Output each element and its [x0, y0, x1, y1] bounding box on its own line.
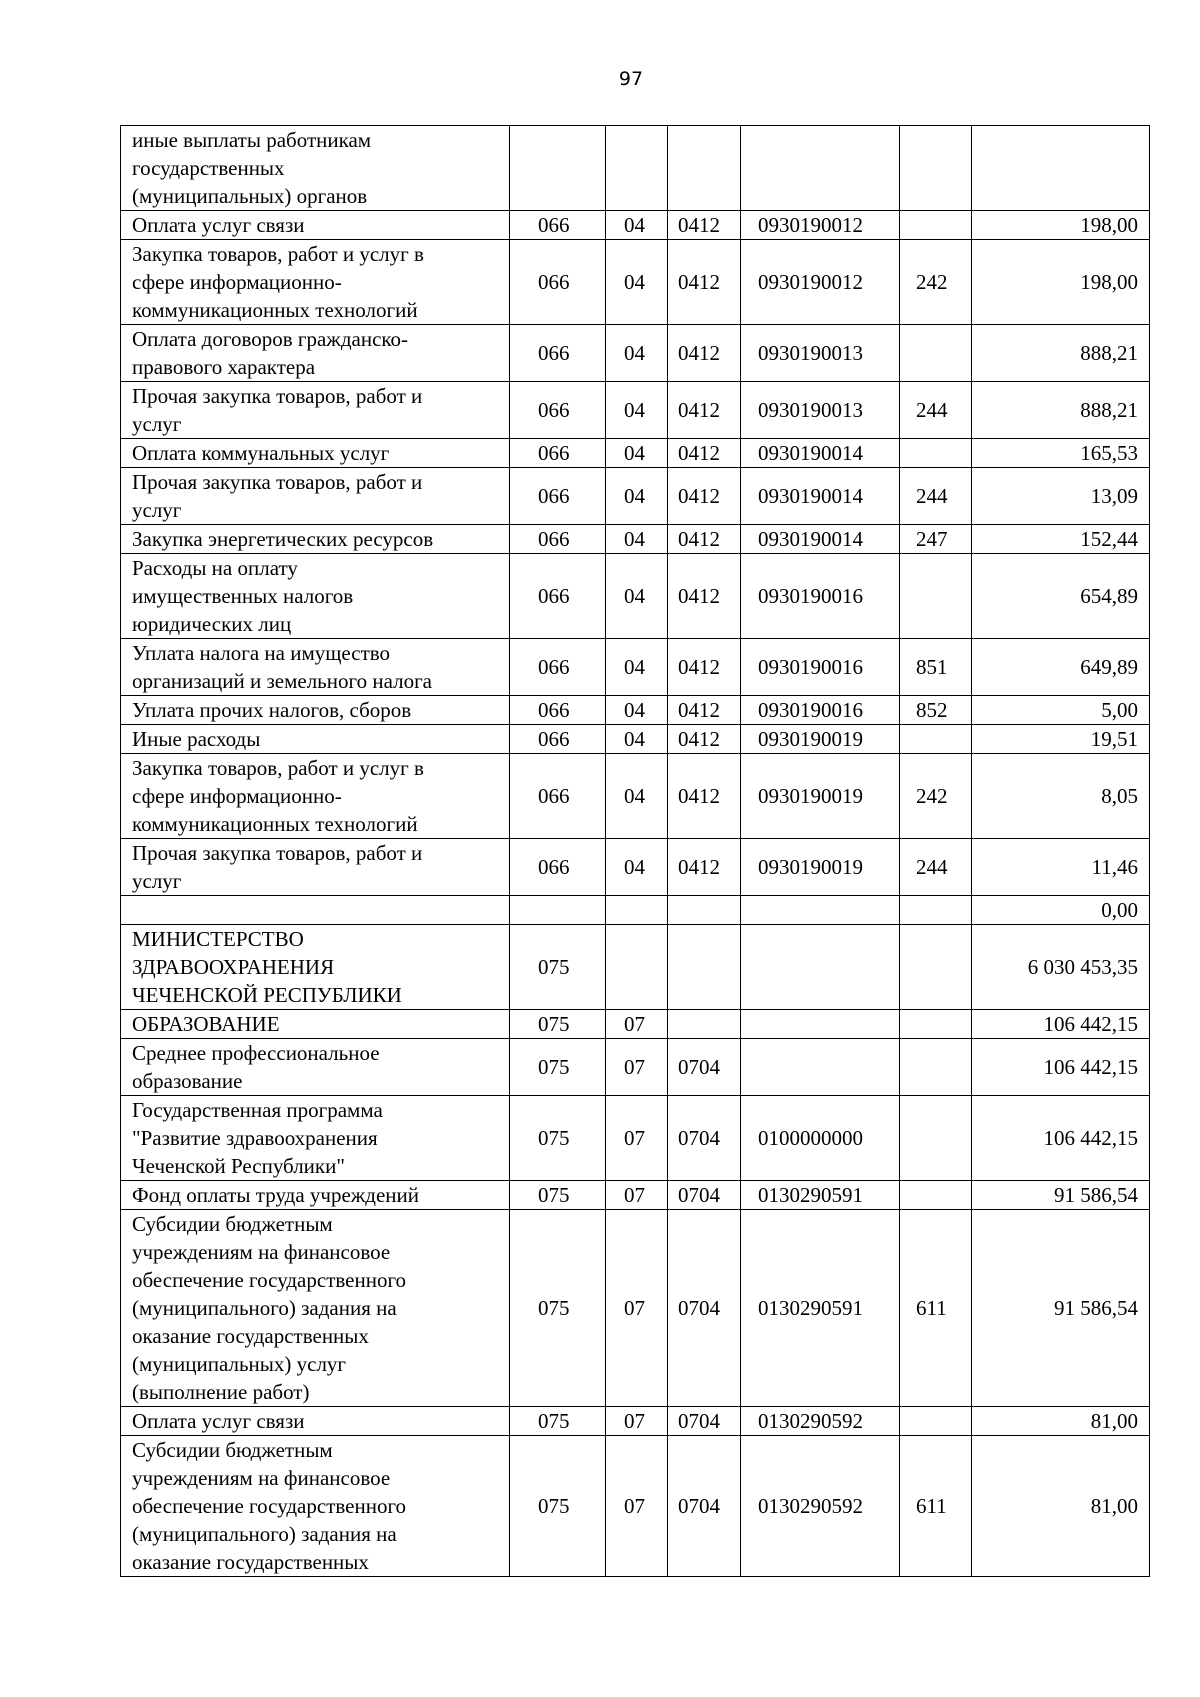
table-row: [121, 725, 1150, 754]
ved-code-cell: 066: [510, 382, 606, 439]
table-row: [121, 382, 1150, 439]
section-code-cell: 07: [606, 1181, 668, 1210]
row-name-cell: ОБРАЗОВАНИЕ: [121, 1010, 510, 1039]
target-article-cell: [741, 925, 900, 1010]
expense-type-cell: [900, 725, 972, 754]
section-code-cell: 07: [606, 1096, 668, 1181]
target-article-cell: 0930190016: [741, 696, 900, 725]
amount-cell: 888,21: [972, 325, 1150, 382]
row-name-cell: Расходы на оплату имущественных налогов юридических лиц: [121, 554, 510, 639]
ved-code-cell: 066: [510, 211, 606, 240]
target-article-cell: 0930190019: [741, 725, 900, 754]
section-code-cell: 04: [606, 725, 668, 754]
target-article-cell: 0130290592: [741, 1436, 900, 1577]
amount-cell: 198,00: [972, 211, 1150, 240]
row-name-cell: Закупка товаров, работ и услуг в сфере информационно- коммуникационных технологий: [121, 240, 510, 325]
table-row: [121, 439, 1150, 468]
row-name-cell: Прочая закупка товаров, работ и услуг: [121, 382, 510, 439]
table-row: [121, 554, 1150, 639]
subsection-code-cell: 0704: [668, 1436, 741, 1577]
subsection-code-cell: 0704: [668, 1407, 741, 1436]
ved-code-cell: [510, 126, 606, 211]
subsection-code-cell: 0412: [668, 468, 741, 525]
target-article-cell: 0100000000: [741, 1096, 900, 1181]
table-row: [121, 896, 1150, 925]
subsection-code-cell: 0412: [668, 325, 741, 382]
subsection-code-cell: [668, 925, 741, 1010]
row-name-cell: Уплата налога на имущество организаций и земельного налога: [121, 639, 510, 696]
ved-code-cell: 075: [510, 1436, 606, 1577]
subsection-code-cell: 0412: [668, 240, 741, 325]
amount-cell: 5,00: [972, 696, 1150, 725]
expense-type-cell: 851: [900, 639, 972, 696]
subsection-code-cell: 0704: [668, 1210, 741, 1407]
amount-cell: 888,21: [972, 382, 1150, 439]
subsection-code-cell: 0412: [668, 211, 741, 240]
row-name-cell: Оплата услуг связи: [121, 211, 510, 240]
row-name-cell: Оплата услуг связи: [121, 1407, 510, 1436]
target-article-cell: 0930190014: [741, 468, 900, 525]
section-code-cell: 04: [606, 468, 668, 525]
table-row: [121, 639, 1150, 696]
expense-type-cell: [900, 1407, 972, 1436]
expense-type-cell: 242: [900, 754, 972, 839]
subsection-code-cell: 0704: [668, 1181, 741, 1210]
amount-cell: 106 442,15: [972, 1039, 1150, 1096]
target-article-cell: [741, 896, 900, 925]
ved-code-cell: 066: [510, 325, 606, 382]
table-row: [121, 1181, 1150, 1210]
section-code-cell: 04: [606, 439, 668, 468]
subsection-code-cell: 0412: [668, 554, 741, 639]
row-name-cell: Оплата договоров гражданско- правового характера: [121, 325, 510, 382]
ved-code-cell: 066: [510, 240, 606, 325]
section-code-cell: 07: [606, 1039, 668, 1096]
subsection-code-cell: [668, 1010, 741, 1039]
amount-cell: 19,51: [972, 725, 1150, 754]
ved-code-cell: [510, 896, 606, 925]
target-article-cell: [741, 126, 900, 211]
table-row: [121, 754, 1150, 839]
amount-cell: 11,46: [972, 839, 1150, 896]
target-article-cell: 0930190016: [741, 639, 900, 696]
table-row: [121, 240, 1150, 325]
ved-code-cell: 075: [510, 1010, 606, 1039]
table-row: [121, 1039, 1150, 1096]
expense-type-cell: 611: [900, 1210, 972, 1407]
section-code-cell: [606, 896, 668, 925]
ved-code-cell: 066: [510, 439, 606, 468]
amount-cell: 165,53: [972, 439, 1150, 468]
table-row: [121, 1010, 1150, 1039]
row-name-cell: Оплата коммунальных услуг: [121, 439, 510, 468]
expense-type-cell: 247: [900, 525, 972, 554]
section-code-cell: 04: [606, 754, 668, 839]
expense-type-cell: 611: [900, 1436, 972, 1577]
subsection-code-cell: [668, 126, 741, 211]
section-code-cell: 04: [606, 382, 668, 439]
table-row: [121, 696, 1150, 725]
section-code-cell: 04: [606, 240, 668, 325]
target-article-cell: 0930190013: [741, 325, 900, 382]
expense-type-cell: [900, 1010, 972, 1039]
row-name-cell: МИНИСТЕРСТВО ЗДРАВООХРАНЕНИЯ ЧЕЧЕНСКОЙ РЕСПУБЛИКИ: [121, 925, 510, 1010]
table-row: [121, 1210, 1150, 1407]
target-article-cell: 0130290592: [741, 1407, 900, 1436]
table-row: [121, 1407, 1150, 1436]
table-row: [121, 839, 1150, 896]
subsection-code-cell: 0412: [668, 382, 741, 439]
table-row: [121, 325, 1150, 382]
subsection-code-cell: 0412: [668, 525, 741, 554]
section-code-cell: 07: [606, 1407, 668, 1436]
amount-cell: 106 442,15: [972, 1096, 1150, 1181]
expense-type-cell: 244: [900, 839, 972, 896]
table-row: [121, 1096, 1150, 1181]
table-row: [121, 1436, 1150, 1577]
row-name-cell: Субсидии бюджетным учреждениям на финансовое обеспечение государственного (муниципального) задания на оказание государственных: [121, 1436, 510, 1577]
section-code-cell: [606, 126, 668, 211]
expense-type-cell: 244: [900, 468, 972, 525]
expense-type-cell: [900, 325, 972, 382]
expense-type-cell: [900, 1181, 972, 1210]
ved-code-cell: 066: [510, 639, 606, 696]
amount-cell: 81,00: [972, 1407, 1150, 1436]
ved-code-cell: 075: [510, 1039, 606, 1096]
section-code-cell: 04: [606, 525, 668, 554]
target-article-cell: 0930190013: [741, 382, 900, 439]
target-article-cell: 0930190016: [741, 554, 900, 639]
section-code-cell: 07: [606, 1436, 668, 1577]
ved-code-cell: 066: [510, 839, 606, 896]
ved-code-cell: 066: [510, 696, 606, 725]
ved-code-cell: 066: [510, 525, 606, 554]
amount-cell: 81,00: [972, 1436, 1150, 1577]
expense-type-cell: [900, 1039, 972, 1096]
section-code-cell: 04: [606, 696, 668, 725]
section-code-cell: 04: [606, 839, 668, 896]
row-name-cell: Среднее профессиональное образование: [121, 1039, 510, 1096]
target-article-cell: 0130290591: [741, 1210, 900, 1407]
expense-type-cell: [900, 126, 972, 211]
target-article-cell: 0930190014: [741, 525, 900, 554]
target-article-cell: [741, 1039, 900, 1096]
target-article-cell: 0930190019: [741, 754, 900, 839]
subsection-code-cell: 0412: [668, 754, 741, 839]
row-name-cell: [121, 896, 510, 925]
amount-cell: [972, 126, 1150, 211]
amount-cell: 152,44: [972, 525, 1150, 554]
row-name-cell: иные выплаты работникам государственных (муниципальных) органов: [121, 126, 510, 211]
row-name-cell: Фонд оплаты труда учреждений: [121, 1181, 510, 1210]
subsection-code-cell: 0412: [668, 639, 741, 696]
section-code-cell: 04: [606, 211, 668, 240]
row-name-cell: Уплата прочих налогов, сборов: [121, 696, 510, 725]
target-article-cell: 0130290591: [741, 1181, 900, 1210]
row-name-cell: Закупка энергетических ресурсов: [121, 525, 510, 554]
expense-type-cell: [900, 925, 972, 1010]
table-body: [121, 126, 1150, 1577]
expense-type-cell: [900, 1096, 972, 1181]
row-name-cell: Государственная программа "Развитие здравоохранения Чеченской Республики": [121, 1096, 510, 1181]
subsection-code-cell: 0412: [668, 696, 741, 725]
ved-code-cell: 066: [510, 754, 606, 839]
section-code-cell: 07: [606, 1010, 668, 1039]
amount-cell: 6 030 453,35: [972, 925, 1150, 1010]
row-name-cell: Прочая закупка товаров, работ и услуг: [121, 839, 510, 896]
table-row: [121, 126, 1150, 211]
row-name-cell: Закупка товаров, работ и услуг в сфере информационно- коммуникационных технологий: [121, 754, 510, 839]
row-name-cell: Иные расходы: [121, 725, 510, 754]
ved-code-cell: 066: [510, 725, 606, 754]
budget-table: [120, 125, 1150, 1577]
target-article-cell: 0930190012: [741, 211, 900, 240]
section-code-cell: 04: [606, 554, 668, 639]
subsection-code-cell: 0412: [668, 439, 741, 468]
section-code-cell: 04: [606, 325, 668, 382]
target-article-cell: 0930190019: [741, 839, 900, 896]
ved-code-cell: 075: [510, 1210, 606, 1407]
amount-cell: 8,05: [972, 754, 1150, 839]
expense-type-cell: 242: [900, 240, 972, 325]
table-row: [121, 925, 1150, 1010]
expense-type-cell: 852: [900, 696, 972, 725]
ved-code-cell: 066: [510, 468, 606, 525]
amount-cell: 106 442,15: [972, 1010, 1150, 1039]
amount-cell: 0,00: [972, 896, 1150, 925]
subsection-code-cell: 0704: [668, 1096, 741, 1181]
subsection-code-cell: 0704: [668, 1039, 741, 1096]
ved-code-cell: 075: [510, 1096, 606, 1181]
amount-cell: 13,09: [972, 468, 1150, 525]
subsection-code-cell: 0412: [668, 725, 741, 754]
expense-type-cell: [900, 439, 972, 468]
target-article-cell: 0930190012: [741, 240, 900, 325]
ved-code-cell: 075: [510, 1407, 606, 1436]
table-row: [121, 468, 1150, 525]
subsection-code-cell: [668, 896, 741, 925]
expense-type-cell: [900, 554, 972, 639]
table-row: [121, 211, 1150, 240]
row-name-cell: Субсидии бюджетным учреждениям на финансовое обеспечение государственного (муниципального) задания на оказание государственных (муниципальных) услуг (выполнение работ): [121, 1210, 510, 1407]
amount-cell: 654,89: [972, 554, 1150, 639]
amount-cell: 91 586,54: [972, 1210, 1150, 1407]
target-article-cell: [741, 1010, 900, 1039]
expense-type-cell: [900, 211, 972, 240]
section-code-cell: [606, 925, 668, 1010]
subsection-code-cell: 0412: [668, 839, 741, 896]
section-code-cell: 04: [606, 639, 668, 696]
amount-cell: 198,00: [972, 240, 1150, 325]
amount-cell: 91 586,54: [972, 1181, 1150, 1210]
row-name-cell: Прочая закупка товаров, работ и услуг: [121, 468, 510, 525]
amount-cell: 649,89: [972, 639, 1150, 696]
expense-type-cell: 244: [900, 382, 972, 439]
ved-code-cell: 066: [510, 554, 606, 639]
expense-type-cell: [900, 896, 972, 925]
target-article-cell: 0930190014: [741, 439, 900, 468]
section-code-cell: 07: [606, 1210, 668, 1407]
table-row: [121, 525, 1150, 554]
page-number: 97: [618, 68, 644, 90]
ved-code-cell: 075: [510, 1181, 606, 1210]
ved-code-cell: 075: [510, 925, 606, 1010]
